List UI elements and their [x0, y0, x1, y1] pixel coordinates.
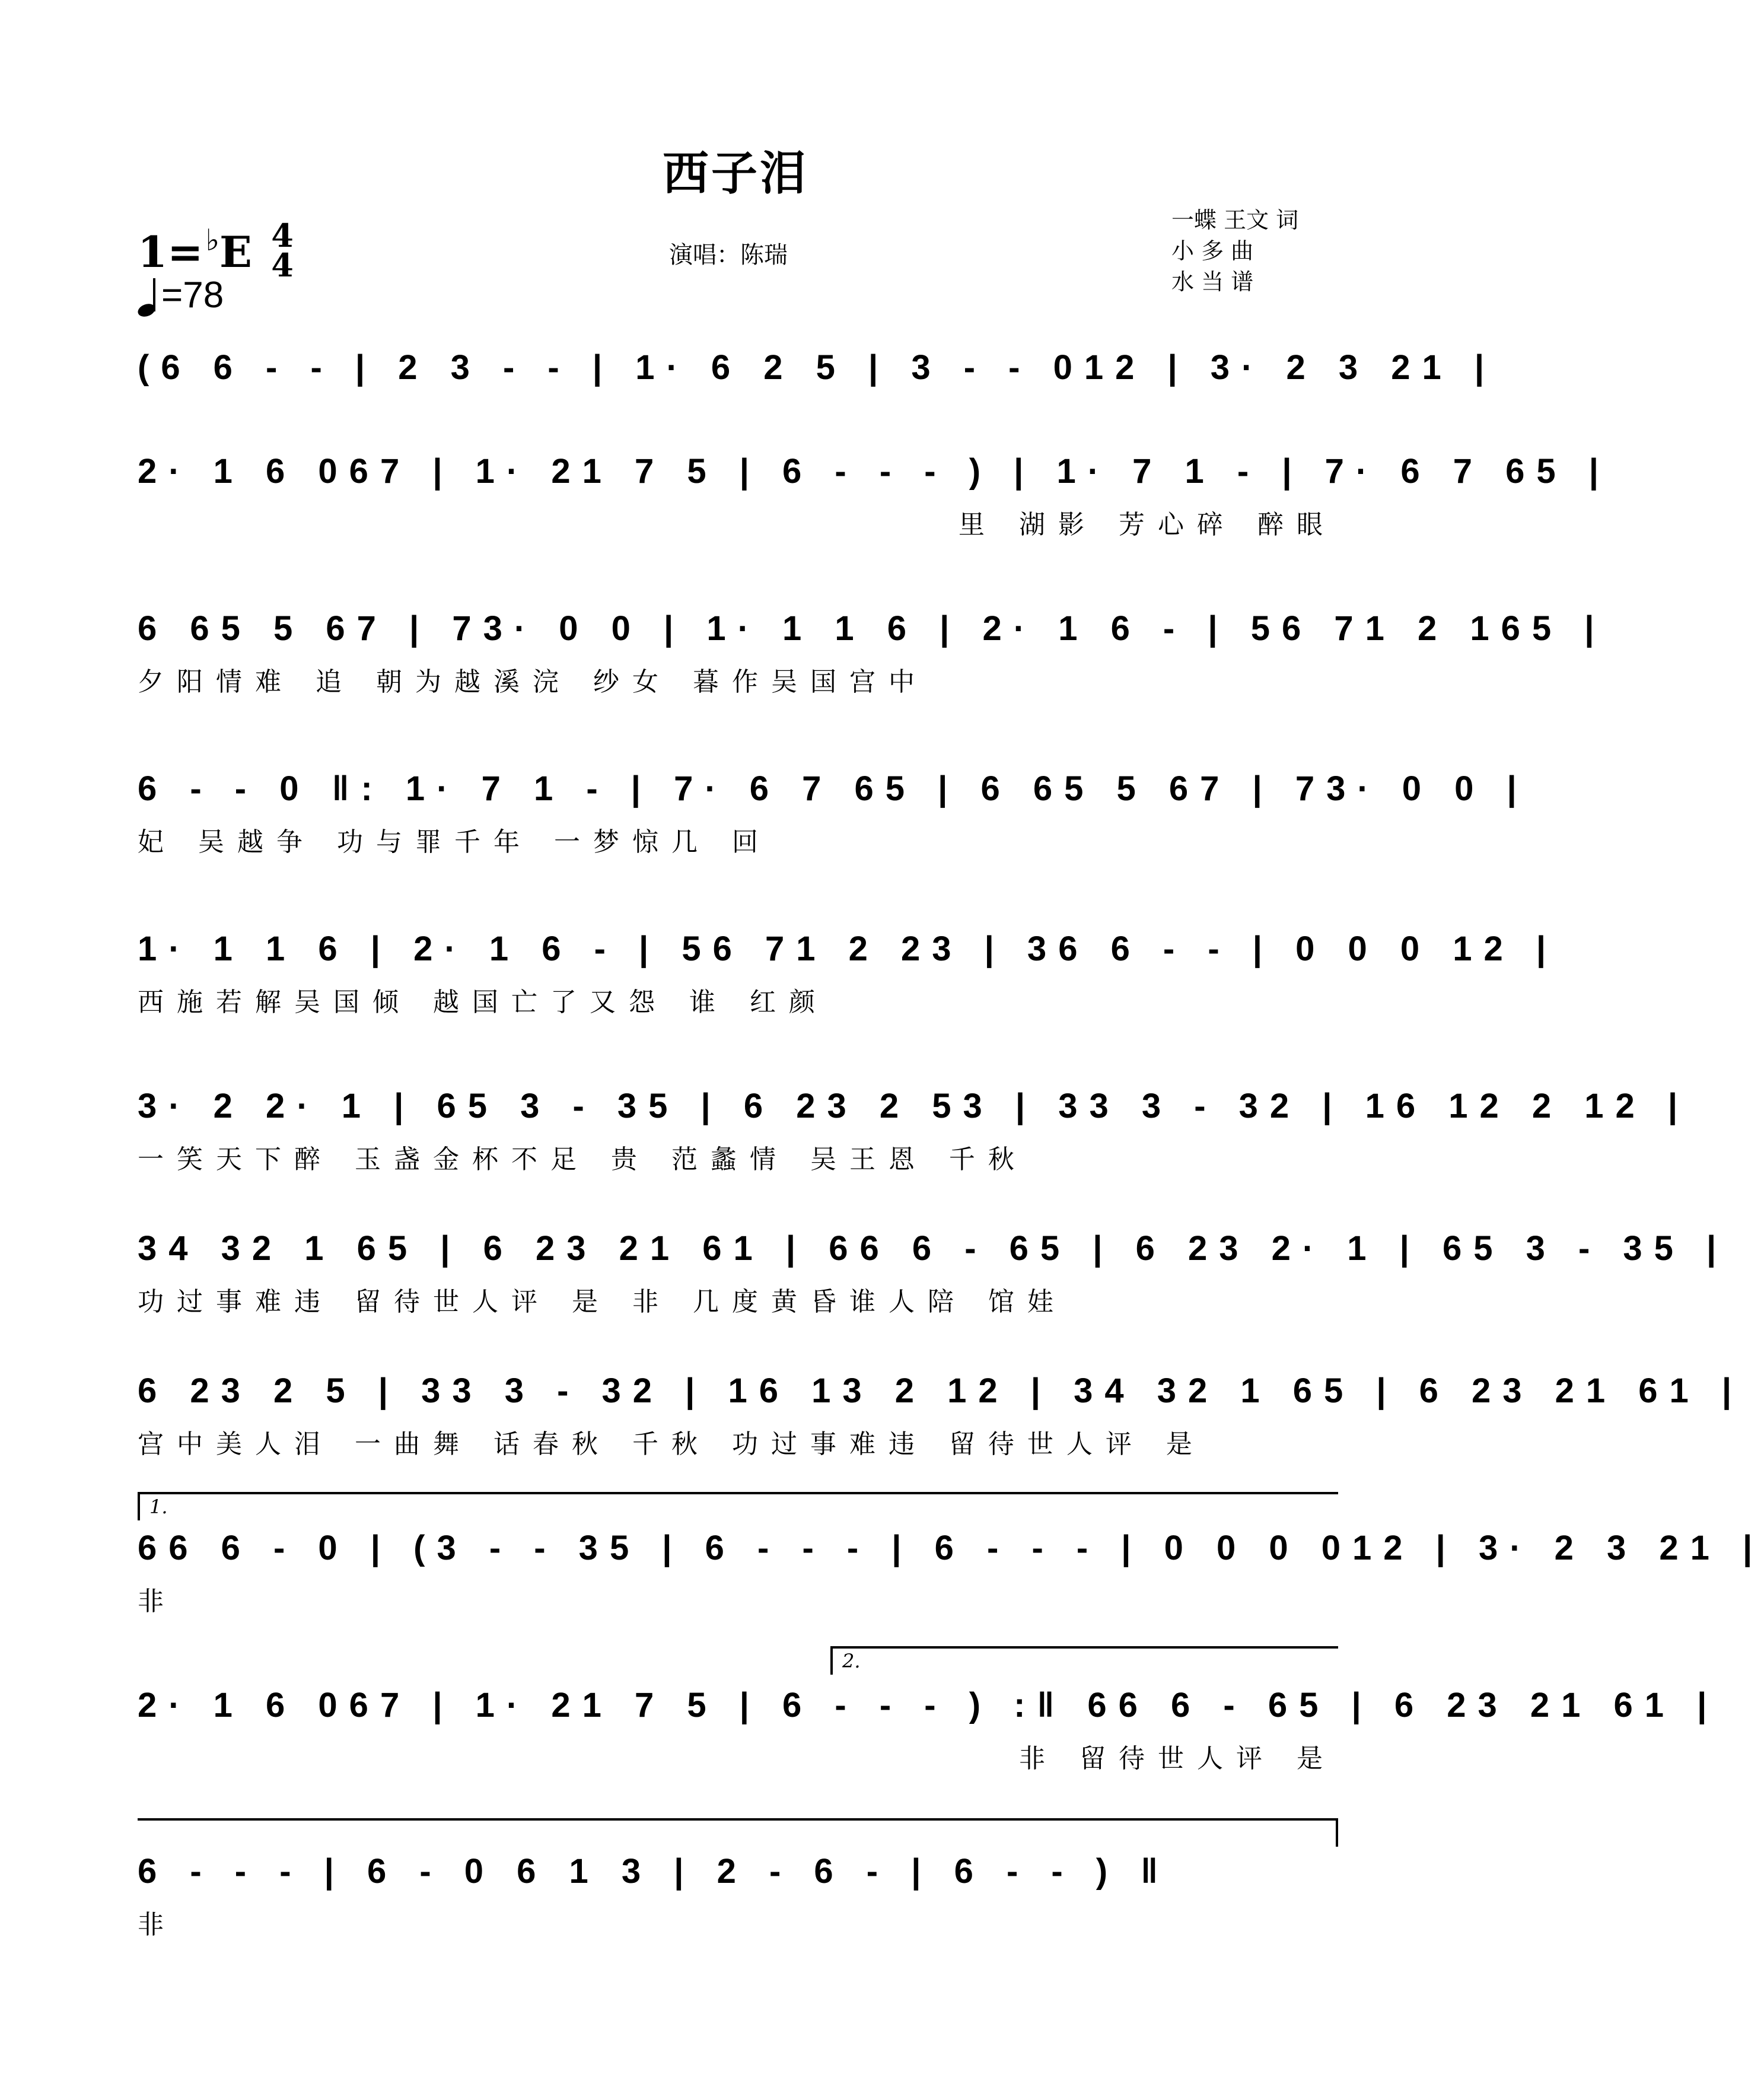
lyricist-credit: 一蝶 王文 词 [1171, 207, 1299, 233]
score-line-3 [138, 608, 1606, 698]
key-signature [138, 222, 252, 277]
lyric-line-4: 妃 吴越争 功与罪千年 一梦惊几 回 [138, 827, 771, 857]
score-line-1 [138, 347, 1496, 399]
score-line-4 [138, 768, 1529, 858]
notation-line-9: 66 6 - 0 | (3 - - 35 | 6 - - - | 6 - - - | 0 0 0 012 | 3· 2 3 21 | [138, 1529, 1764, 1567]
first-ending-label: 1. [149, 1495, 168, 1518]
notation-line-8: 6 23 2 5 | 33 3 - 32 | 16 13 2 12 | 34 32 1 65 | 6 23 21 61 | [138, 1372, 1744, 1410]
time-signature [265, 217, 300, 284]
second-ending-label: 2. [842, 1650, 861, 1672]
notation-line-10: 2· 1 6 067 | 1· 21 7 5 | 6 - - - ) :‖ 66 6 - 65 | 6 23 21 61 | [138, 1686, 1719, 1724]
notation-line-11: 6 - - - | 6 - 0 6 1 3 | 2 - 6 - | 6 - - ) ‖ [138, 1852, 1170, 1891]
notation-line-6: 3· 2 2· 1 | 65 3 - 35 | 6 23 2 53 | 33 3 - 32 | 16 12 2 12 | [138, 1087, 1690, 1125]
lyric-line-7: 功过事难违 留待世人评 是 非 几度黄昏谁人陪 馆娃 [138, 1287, 1066, 1317]
flat-symbol: ♭ [205, 222, 220, 257]
lyric-line-10: 非 留待世人评 是 [1019, 1743, 1336, 1774]
second-ending-bracket [830, 1646, 1338, 1675]
lyric-line-11: 非 [138, 1910, 177, 1940]
key-note: E [219, 227, 252, 277]
notation-line-4: 6 - - 0 ‖: 1· 7 1 - | 7· 6 7 65 | 6 65 5 67 | 73· 0 0 | [138, 769, 1529, 808]
score-line-8 [138, 1370, 1744, 1460]
lyric-line-6: 一笑天下醉 玉盏金杯不足 贵 范蠡情 吴王恩 千秋 [138, 1144, 1027, 1175]
composer-credit: 小 多 曲 [1171, 238, 1254, 264]
notation-line-3: 6 65 5 67 | 73· 0 0 | 1· 1 1 6 | 2· 1 6 - | 56 71 2 165 | [138, 609, 1606, 648]
song-title: 西子泪 [662, 147, 808, 201]
lyric-line-9: 非 [138, 1586, 177, 1617]
score-line-6 [138, 1086, 1690, 1176]
score-line-7 [138, 1228, 1728, 1318]
time-signature-top: 4 [271, 217, 294, 254]
lyric-line-2: 里 湖影 芳心碎 醉眼 [959, 510, 1336, 540]
notation-line-7: 34 32 1 65 | 6 23 21 61 | 66 6 - 65 | 6 23 2· 1 | 65 3 - 35 | [138, 1229, 1728, 1268]
quarter-note-icon [138, 281, 158, 316]
notation-line-2: 2· 1 6 067 | 1· 21 7 5 | 6 - - - ) | 1· 7 1 - | 7· 6 7 65 | [138, 452, 1610, 491]
score-line-5 [138, 928, 1558, 1019]
time-signature-bottom: 4 [271, 246, 294, 284]
lyric-line-5: 西施若解吴国倾 越国亡了又怨 谁 红颜 [138, 987, 828, 1017]
singer-credit: 演唱：陈瑞 [669, 241, 788, 269]
first-ending-bracket [138, 1492, 1338, 1520]
score-line-9 [138, 1528, 1764, 1618]
key-label: 1= [138, 227, 203, 277]
tempo-marking [138, 274, 224, 316]
lyric-line-8: 宫中美人泪 一曲舞 话春秋 千秋 功过事难违 留待世人评 是 [138, 1429, 1205, 1459]
notation-line-5: 1· 1 1 6 | 2· 1 6 - | 56 71 2 23 | 36 6 - - | 0 0 0 12 | [138, 930, 1558, 968]
score-line-2 [138, 451, 1610, 541]
score-line-11 [138, 1851, 1336, 1941]
score-line-10 [138, 1685, 1719, 1775]
final-bracket [138, 1818, 1338, 1847]
transcriber-credit: 水 当 谱 [1171, 269, 1254, 295]
tempo-value: =78 [161, 275, 224, 316]
lyric-line-3: 夕阳情难 追 朝为越溪浣 纱女 暮作吴国宫中 [138, 667, 928, 697]
notation-line-1: (6 6 - - | 2 3 - - | 1· 6 2 5 | 3 - - 012 | 3· 2 3 21 | [138, 348, 1496, 387]
